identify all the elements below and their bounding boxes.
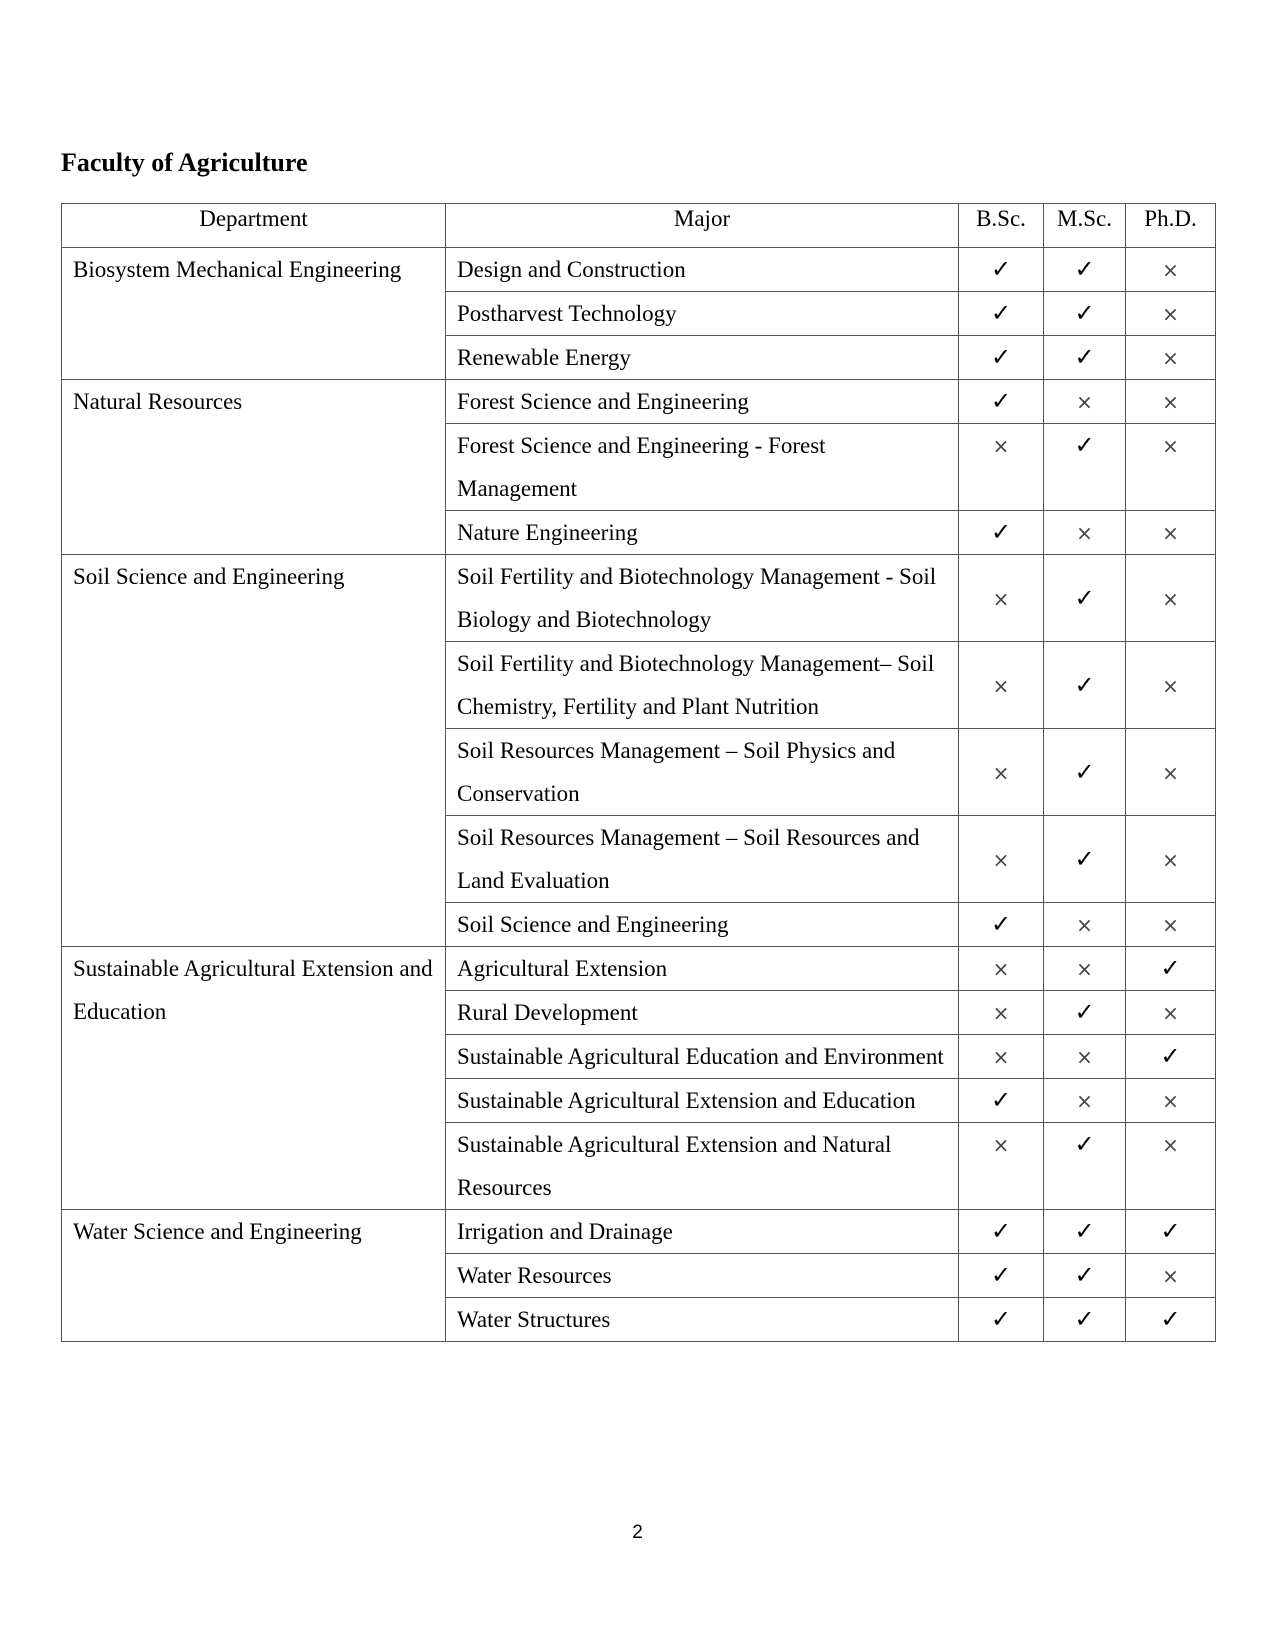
availability-bsc: [959, 424, 1044, 511]
availability-phd: [1126, 642, 1216, 729]
header-msc: M.Sc.: [1044, 204, 1126, 248]
department-cell: Natural Resources: [62, 380, 446, 555]
table-body: [62, 248, 1216, 1342]
cross-icon: ×: [992, 760, 1010, 785]
header-bsc: B.Sc.: [959, 204, 1044, 248]
check-icon: ✓: [1074, 1130, 1095, 1158]
major-cell: Irrigation and Drainage: [446, 1210, 959, 1254]
check-icon: ✓: [1160, 1217, 1181, 1245]
availability-msc: [1044, 511, 1126, 555]
page-title: Faculty of Agriculture: [61, 148, 308, 177]
cross-icon: ×: [992, 434, 1010, 458]
check-icon: ✓: [990, 255, 1012, 283]
availability-phd: [1126, 1079, 1216, 1123]
availability-phd: [1126, 380, 1216, 424]
check-icon: ✓: [990, 910, 1012, 938]
check-icon: ✓: [990, 1305, 1012, 1333]
check-icon: ✓: [990, 343, 1012, 371]
major-cell: Soil Fertility and Biotechnology Management– Soil Chemistry, Fertility and Plant Nutrition: [446, 642, 959, 729]
major-cell: Postharvest Technology: [446, 292, 959, 336]
check-icon: ✓: [1074, 757, 1095, 786]
availability-bsc: [959, 903, 1044, 947]
check-icon: ✓: [1160, 954, 1181, 982]
availability-msc: [1044, 336, 1126, 380]
availability-bsc: [959, 816, 1044, 903]
cross-icon: ×: [1076, 390, 1093, 414]
major-cell: Soil Resources Management – Soil Physics and Conservation: [446, 729, 959, 816]
cross-icon: ×: [992, 1133, 1010, 1157]
check-icon: ✓: [1074, 431, 1095, 459]
header-phd: Ph.D.: [1126, 204, 1216, 248]
department-cell: Biosystem Mechanical Engineering: [62, 248, 446, 380]
major-cell: Soil Science and Engineering: [446, 903, 959, 947]
availability-phd: [1126, 511, 1216, 555]
cross-icon: ×: [1162, 913, 1179, 937]
availability-msc: [1044, 947, 1126, 991]
check-icon: ✓: [1074, 1305, 1095, 1333]
major-cell: Sustainable Agricultural Extension and Natural Resources: [446, 1123, 959, 1210]
major-cell: Sustainable Agricultural Extension and Education: [446, 1079, 959, 1123]
availability-phd: [1126, 292, 1216, 336]
availability-phd: [1126, 729, 1216, 816]
department-cell: Water Science and Engineering: [62, 1210, 446, 1342]
table-row: [62, 248, 1216, 292]
check-icon: ✓: [1074, 343, 1095, 371]
availability-msc: [1044, 555, 1126, 642]
availability-bsc: [959, 1298, 1044, 1342]
availability-msc: [1044, 1254, 1126, 1298]
availability-bsc: [959, 555, 1044, 642]
major-cell: Soil Fertility and Biotechnology Management - Soil Biology and Biotechnology: [446, 555, 959, 642]
cross-icon: ×: [1162, 1133, 1179, 1157]
cross-icon: ×: [1162, 760, 1179, 785]
cross-icon: ×: [992, 1001, 1010, 1025]
availability-msc: [1044, 380, 1126, 424]
cross-icon: ×: [1076, 521, 1093, 545]
cross-icon: ×: [1162, 1001, 1179, 1025]
availability-bsc: [959, 1210, 1044, 1254]
availability-msc: [1044, 642, 1126, 729]
availability-phd: [1126, 1210, 1216, 1254]
department-cell: Soil Science and Engineering: [62, 555, 446, 947]
availability-msc: [1044, 424, 1126, 511]
cross-icon: ×: [992, 847, 1010, 872]
cross-icon: ×: [1076, 913, 1093, 937]
cross-icon: ×: [992, 1045, 1010, 1069]
availability-bsc: [959, 991, 1044, 1035]
availability-phd: [1126, 336, 1216, 380]
availability-phd: [1126, 903, 1216, 947]
major-cell: Renewable Energy: [446, 336, 959, 380]
check-icon: ✓: [990, 1261, 1012, 1289]
availability-msc: [1044, 292, 1126, 336]
availability-msc: [1044, 1035, 1126, 1079]
check-icon: ✓: [990, 387, 1012, 415]
availability-phd: [1126, 1254, 1216, 1298]
availability-msc: [1044, 991, 1126, 1035]
check-icon: ✓: [1074, 844, 1095, 873]
cross-icon: ×: [1162, 847, 1179, 872]
table-row: [62, 947, 1216, 991]
check-icon: ✓: [990, 1217, 1012, 1245]
availability-phd: [1126, 816, 1216, 903]
table-row: [62, 555, 1216, 642]
cross-icon: ×: [1162, 258, 1179, 282]
cross-icon: ×: [1076, 957, 1093, 981]
availability-bsc: [959, 292, 1044, 336]
check-icon: ✓: [1074, 670, 1095, 699]
check-icon: ✓: [990, 518, 1012, 546]
check-icon: ✓: [1074, 1261, 1095, 1289]
availability-bsc: [959, 248, 1044, 292]
availability-phd: [1126, 555, 1216, 642]
cross-icon: ×: [1162, 434, 1179, 458]
cross-icon: ×: [1162, 673, 1179, 698]
check-icon: ✓: [990, 299, 1012, 327]
major-cell: Sustainable Agricultural Education and Environment: [446, 1035, 959, 1079]
page-number: 2: [632, 1522, 643, 1543]
major-cell: Nature Engineering: [446, 511, 959, 555]
header-department: Department: [62, 204, 446, 248]
cross-icon: ×: [1162, 302, 1179, 326]
availability-bsc: [959, 642, 1044, 729]
availability-bsc: [959, 1079, 1044, 1123]
check-icon: ✓: [1160, 1042, 1181, 1070]
availability-msc: [1044, 1079, 1126, 1123]
availability-msc: [1044, 816, 1126, 903]
availability-bsc: [959, 1035, 1044, 1079]
check-icon: ✓: [1074, 998, 1095, 1026]
availability-phd: [1126, 1123, 1216, 1210]
availability-msc: [1044, 1298, 1126, 1342]
availability-bsc: [959, 947, 1044, 991]
check-icon: ✓: [1074, 1217, 1095, 1245]
availability-phd: [1126, 424, 1216, 511]
check-icon: ✓: [1074, 299, 1095, 327]
cross-icon: ×: [1076, 1045, 1093, 1069]
check-icon: ✓: [1160, 1305, 1181, 1333]
major-cell: Rural Development: [446, 991, 959, 1035]
availability-phd: [1126, 1035, 1216, 1079]
availability-bsc: [959, 1123, 1044, 1210]
major-cell: Design and Construction: [446, 248, 959, 292]
cross-icon: ×: [1162, 1264, 1179, 1288]
availability-bsc: [959, 729, 1044, 816]
cross-icon: ×: [1162, 1089, 1179, 1113]
department-cell: Sustainable Agricultural Extension and Education: [62, 947, 446, 1210]
availability-phd: [1126, 991, 1216, 1035]
availability-phd: [1126, 947, 1216, 991]
check-icon: ✓: [1074, 255, 1095, 283]
cross-icon: ×: [1162, 586, 1179, 611]
major-cell: Forest Science and Engineering - Forest Management: [446, 424, 959, 511]
major-cell: Forest Science and Engineering: [446, 380, 959, 424]
header-major: Major: [446, 204, 959, 248]
check-icon: ✓: [990, 1086, 1012, 1114]
cross-icon: ×: [1162, 390, 1179, 414]
availability-msc: [1044, 903, 1126, 947]
availability-msc: [1044, 1210, 1126, 1254]
major-cell: Soil Resources Management – Soil Resources and Land Evaluation: [446, 816, 959, 903]
availability-msc: [1044, 729, 1126, 816]
availability-phd: [1126, 1298, 1216, 1342]
availability-msc: [1044, 248, 1126, 292]
availability-msc: [1044, 1123, 1126, 1210]
availability-bsc: [959, 511, 1044, 555]
availability-bsc: [959, 380, 1044, 424]
availability-phd: [1126, 248, 1216, 292]
table-row: [62, 1210, 1216, 1254]
check-icon: ✓: [1074, 583, 1095, 612]
table-row: [62, 380, 1216, 424]
cross-icon: ×: [992, 957, 1010, 981]
cross-icon: ×: [1162, 346, 1179, 370]
cross-icon: ×: [1162, 521, 1179, 545]
availability-bsc: [959, 336, 1044, 380]
cross-icon: ×: [1076, 1089, 1093, 1113]
cross-icon: ×: [992, 673, 1010, 698]
major-cell: Water Structures: [446, 1298, 959, 1342]
table-header-row: [62, 204, 1216, 248]
major-cell: Water Resources: [446, 1254, 959, 1298]
cross-icon: ×: [992, 586, 1010, 611]
availability-bsc: [959, 1254, 1044, 1298]
major-cell: Agricultural Extension: [446, 947, 959, 991]
programs-table: [61, 203, 1216, 1342]
